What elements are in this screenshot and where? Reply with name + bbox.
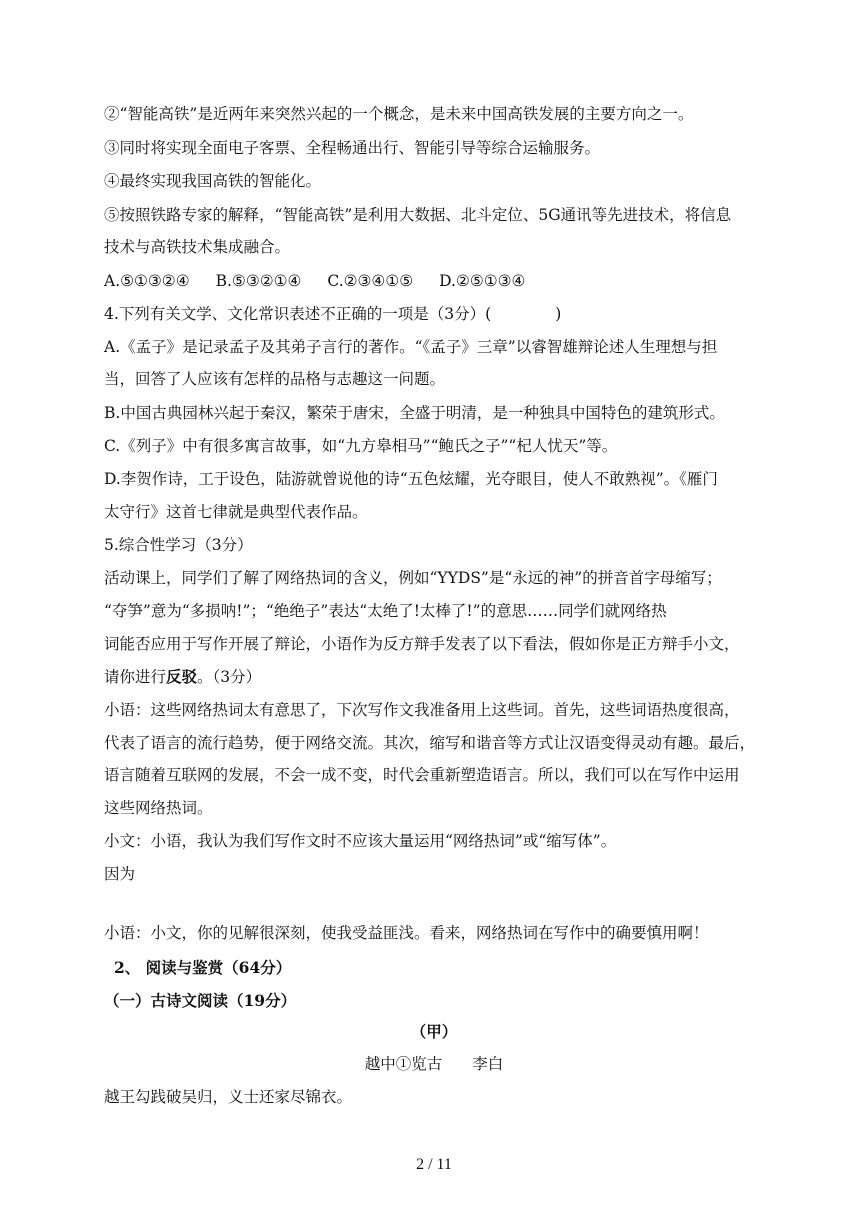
section-2-title: 2、 阅读与鉴赏（64分） <box>114 958 292 977</box>
poem-label-jia: （甲） <box>410 1022 458 1041</box>
q3-item-5-line-2: 技术与高铁技术集成融合。 <box>104 238 291 256</box>
q3-option-c: C.②③④①⑤ <box>327 272 414 290</box>
section-2-subtitle: （一）古诗文阅读（19分） <box>104 991 297 1010</box>
q3-option-a: A.⑤①③②④ <box>104 272 190 290</box>
poem-title: 越中①览古 <box>364 1055 443 1073</box>
poem-heading <box>0 1054 868 1074</box>
q3-item-2: ②“智能高铁”是近两年来突然兴起的一个概念，是未来中国高铁发展的主要方向之一。 <box>104 105 694 123</box>
q4-option-d-line-1: D.李贺作诗，工于设色，陆游就曾说他的诗“五色炫耀，光夺眼目，使人不敢熟视”。《雁门 <box>104 470 718 488</box>
q4-option-a-line-1: A.《孟子》是记录孟子及其弟子言行的著作。“《孟子》三章”以睿智雄辩论述人生理想与担 <box>104 338 718 356</box>
poem-author: 李白 <box>472 1055 504 1073</box>
q5-paragraph-line-4 <box>104 667 261 687</box>
q4-stem-text: 4.下列有关文学、文化常识表述不正确的一项是（3分）( <box>104 305 492 323</box>
q5-instruction-text: 请你进行 <box>104 668 167 686</box>
q3-options <box>104 271 551 291</box>
xiaoyu-line-2: 代表了语言的流行趋势，便于网络交流。其次，缩写和谐音等方式让汉语变得灵动有趣。最后， <box>104 734 756 752</box>
xiaoyu-line-4: 这些网络热词。 <box>104 799 213 817</box>
because-line: 因为 <box>104 865 136 883</box>
q5-emphasis: 反驳 <box>166 667 198 686</box>
q5-score: 。（3分） <box>197 668 262 686</box>
q4-option-a-line-2: 当，回答了人应该有怎样的品格与志趣这一问题。 <box>104 370 446 388</box>
xiaoyu-line-3: 语言随着互联网的发展，不会一成不变，时代会重新塑造语言。所以，我们可以在写作中运用 <box>104 766 740 784</box>
q4-stem-close: ) <box>555 305 562 323</box>
q5-paragraph-line-2: “夺笋”意为“多损呐!”；“绝绝子”表达“太绝了!太棒了!”的意思……同学们就网络热 <box>104 602 667 620</box>
q5-paragraph-line-3: 词能否应用于写作开展了辩论，小语作为反方辩手发表了以下看法，假如你是正方辩手小文， <box>104 635 740 653</box>
q4-option-c: C.《列子》中有很多寓言故事，如“九方皋相马”“鲍氏之子”“杞人忧天”等。 <box>104 437 618 455</box>
q3-item-5-line-1: ⑤按照铁路专家的解释，“智能高铁”是利用大数据、北斗定位、5G通讯等先进技术，将信息 <box>104 206 732 224</box>
q3-item-4: ④最终实现我国高铁的智能化。 <box>104 172 322 190</box>
q5-paragraph-line-1: 活动课上，同学们了解了网络热词的含义，例如“YYDS”是“永远的神”的拼音首字母缩写； <box>104 569 722 587</box>
q4-stem <box>104 304 561 324</box>
page-number: 2 / 11 <box>416 1156 452 1173</box>
q5-title: 5.综合性学习（3分） <box>104 536 253 554</box>
q3-item-3: ③同时将实现全面电子客票、全程畅通出行、智能引导等综合运输服务。 <box>104 139 601 157</box>
poem-line-1: 越王勾践破吴归，义士还家尽锦衣。 <box>104 1088 353 1106</box>
q4-option-b: B.中国古典园林兴起于秦汉，繁荣于唐宋，全盛于明清，是一种独具中国特色的建筑形式。 <box>104 404 725 422</box>
q4-option-d-line-2: 太守行》这首七律就是典型代表作品。 <box>104 503 368 521</box>
xiaoyu-reply: 小语：小文，你的见解很深刻，使我受益匪浅。看来，网络热词在写作中的确要慎用啊！ <box>104 924 709 942</box>
q3-option-b: B.⑤③②①④ <box>215 272 302 290</box>
xiaowen-line: 小文：小语，我认为我们写作文时不应该大量运用“网络热词”或“缩写体”。 <box>104 832 617 850</box>
xiaoyu-line-1: 小语：这些网络热词太有意思了，下次写作文我准备用上这些词。首先，这些词语热度很高， <box>104 701 740 719</box>
q3-option-d: D.②⑤①③④ <box>439 272 526 290</box>
